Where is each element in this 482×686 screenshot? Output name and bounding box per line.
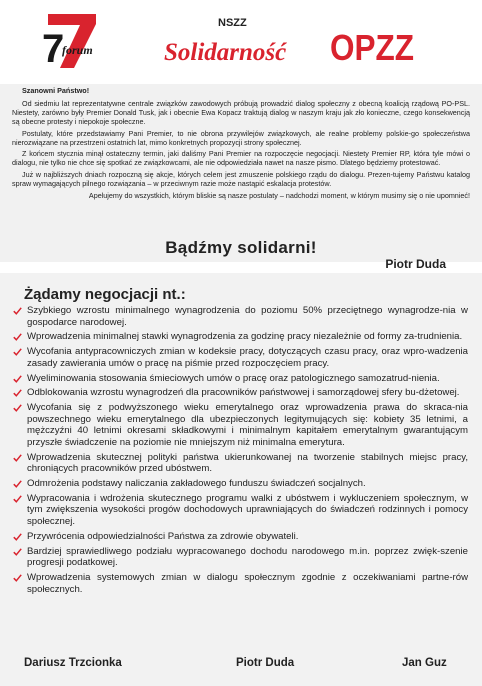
demand-item bbox=[0, 478, 482, 490]
check-icon bbox=[13, 548, 22, 556]
demands-title: Żądamy negocjacji nt.: bbox=[24, 286, 186, 303]
signature-trzcionka: Dariusz Trzcionka bbox=[24, 657, 122, 669]
check-icon bbox=[13, 533, 22, 541]
demand-item bbox=[0, 531, 482, 543]
demand-text: Wypracowania i wdrożenia skutecznego programu walki z ubóstwem i wykluczeniem społecznym, w tym zwiększenia wysokości progów dochodowych uprawniających do świadczeń rodzinnych i pomocy społecznej. bbox=[27, 492, 468, 527]
check-icon bbox=[13, 389, 22, 397]
letter-paragraph-1: Od siedmiu lat reprezentatywne centrale związków zawodowych próbują prowadzić dialog społeczny z obecną koalicją rządową PO-PSL. Niestety, zarówno były Premier Donald Tusk, jak i obecnie Ewa Kopacz traktują dialog w naszym kraju jak zło konieczne, czego konsekwencją są obecne protesty i niepokoje społeczne. bbox=[12, 98, 470, 126]
letter-appeal: Apelujemy do wszystkich, którym bliskie są nasze postulaty – nadchodzi moment, w którym musimy się o nie upomnieć! bbox=[88, 191, 470, 201]
demand-item bbox=[0, 572, 482, 595]
solidarnosc-logo bbox=[162, 12, 312, 72]
demand-text: Szybkiego wzrostu minimalnego wynagrodzenia do poziomu 50% przeciętnego wynagrodze-nia w gospodarce narodowej. bbox=[27, 305, 468, 328]
demand-text: Wycofania antypracowniczych zmian w kodeksie pracy, dotyczących czasu pracy, oraz wpro-wadzenia zasady zawierania umów o pracę na piśmie przed rozpoczęciem pracy. bbox=[27, 346, 468, 369]
demand-item bbox=[0, 331, 482, 343]
letter-panel bbox=[0, 84, 482, 262]
demand-text: Wprowadzenia skutecznej polityki państwa ukierunkowanej na tworzenie stabilnych miejsc pracy, chroniących pracowników przed ubóstwem. bbox=[27, 451, 468, 475]
check-icon bbox=[13, 375, 22, 383]
nszz-text: NSZZ bbox=[218, 17, 247, 29]
demand-item bbox=[0, 305, 482, 328]
forum-zz-logo bbox=[40, 12, 100, 70]
demand-item bbox=[0, 346, 482, 369]
signature-guz: Jan Guz bbox=[402, 657, 447, 669]
forum-text: forum bbox=[62, 43, 93, 57]
letter-paragraph-3: Z końcem stycznia minął ostateczny termin, jaki daliśmy Pani Premier na rozpoczęcie negocjacji. Niestety Premier RP, która tyle mówi o dialogu, nie tylko nie chce się spotkać ze związkowcami, ale nie odpowiedziała nawet na nasze pismo. Dlatego będziemy protestować. bbox=[12, 149, 470, 168]
demand-item bbox=[0, 402, 482, 448]
demand-item bbox=[0, 373, 482, 385]
letter-greeting: Szanowni Państwo! bbox=[22, 86, 90, 95]
signature-duda: Piotr Duda bbox=[236, 657, 295, 669]
demand-text: Przywrócenia odpowiedzialności Państwa za zdrowie obywateli. bbox=[27, 530, 299, 542]
demand-text: Wprowadzenia systemowych zmian w dialogu społecznym zgodnie z oczekiwaniami partne-rów społecznych. bbox=[27, 571, 468, 595]
logo-row bbox=[0, 8, 482, 74]
check-icon bbox=[13, 307, 22, 315]
demand-text: Odblokowania wzrostu wynagrodzeń dla pracowników państwowej i samorządowej sfery bu-dżetowej. bbox=[27, 387, 460, 399]
demand-text: Wprowadzenia minimalnej stawki wynagrodzenia za godzinę pracy niezależnie od formy za-trudnienia. bbox=[27, 331, 463, 343]
check-icon bbox=[13, 333, 22, 341]
forum-seven: 7 bbox=[42, 27, 65, 71]
solidarnosc-text: Solidarność bbox=[164, 39, 287, 66]
demand-item bbox=[0, 493, 482, 528]
demands-panel bbox=[0, 273, 482, 686]
demand-text: Odmrożenia podstawy naliczania zakładowego funduszu świadczeń socjalnych. bbox=[27, 478, 366, 490]
demand-text: Wyeliminowania stosowania śmieciowych umów o pracę oraz patologicznego samozatrud-nienia. bbox=[27, 372, 440, 384]
check-icon bbox=[13, 574, 22, 582]
check-icon bbox=[13, 495, 22, 503]
check-icon bbox=[13, 404, 22, 412]
slogan: Bądźmy solidarni! bbox=[165, 238, 317, 257]
demand-item bbox=[0, 546, 482, 569]
check-icon bbox=[13, 454, 22, 462]
demand-text: Wycofania się z podwyższonego wieku emerytalnego oraz wprowadzenia prawa do skraca-nia powszechnego wieku emerytalnego dla ubezpieczonych legitymujących się: kobiety 35 letnimi, a mężczyźni 40 letnimi okresami składkowymi i minimalnym kapitałem emerytalnym gwarantującym przyszłe świadczenie na poziomie nie mniejszym niż minimalna emerytura. bbox=[27, 402, 468, 448]
demand-item bbox=[0, 387, 482, 399]
signer-top: Piotr Duda bbox=[385, 257, 446, 271]
demands-list bbox=[0, 305, 482, 598]
letter-paragraph-2: Postulaty, które przedstawiamy Pani Premier, to nie obrona przywilejów związkowych, ale realne problemy polskie-go społeczeństwa nierozwiązane na przestrzeni ostatnich lat, mimo konkretnych propozycji strony społecznej. bbox=[12, 128, 470, 147]
opzz-logo bbox=[330, 12, 414, 68]
signatures bbox=[0, 657, 482, 673]
check-icon bbox=[13, 348, 22, 356]
check-icon bbox=[13, 480, 22, 488]
letter-paragraph-4: Już w najbliższych dniach rozpoczną się akcje, których celem jest zmuszenie polskiego rządu do dialogu. Prezen-tujemy Państwu katalog spraw wymagających pilnego rozwiązania – w przeciwnym razie może nastąpić eskalacja protestów. bbox=[12, 170, 470, 189]
demand-item bbox=[0, 452, 482, 475]
demand-text: Bardziej sprawiedliwego podziału wypracowanego dochodu narodowego m.in. poprzez zwięk-szenie progresji podatkowej. bbox=[27, 545, 468, 569]
opzz-text: OPZZ bbox=[330, 27, 414, 68]
